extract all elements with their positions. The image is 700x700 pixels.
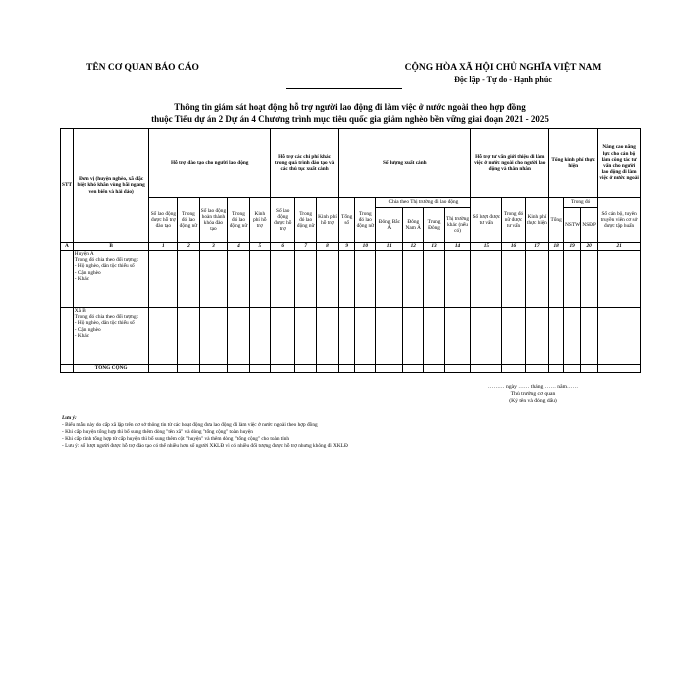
table-row: [61, 251, 641, 308]
h-of-which: Trong đó: [564, 198, 598, 208]
h-trained-female: Trong đó lao động nữ: [178, 198, 199, 243]
h-advice-female: Trong đó nữ được tư vấn: [502, 198, 525, 243]
header-divider: [286, 88, 402, 89]
index-cell: 12: [403, 243, 424, 251]
index-cell: 21: [598, 243, 641, 251]
h-budget-total: Tổng: [549, 198, 564, 243]
index-cell: 1: [149, 243, 178, 251]
h-market-middle-east: Trung Đông: [424, 208, 444, 243]
index-cell: 13: [424, 243, 444, 251]
index-cell: 5: [249, 243, 270, 251]
group-budget: Tổng kinh phí thực hiện: [549, 129, 598, 198]
table-row: [61, 308, 641, 365]
note-item: - Khi cấp tỉnh tổng hợp từ cấp huyện thì bổ sung thêm cột "huyện" và thêm dòng "tổng cộng" cho toàn tỉnh: [62, 436, 290, 442]
group-training: Hỗ trợ đào tạo cho người lao động: [149, 129, 271, 198]
note-item: - Khi cấp huyện tổng hợp thì bổ sung thêm dòng "tên xã" và dòng "tổng cộng" toàn huyện: [62, 429, 253, 435]
signature-role: Thủ trưởng cơ quan: [510, 391, 556, 397]
breakdown-item: - Cận nghèo: [74, 269, 101, 276]
group-advice: Hỗ trợ tư vấn giới thiệu đi làm việc ở nước ngoài cho người lao động và thân nhân: [471, 129, 549, 198]
index-cell: 2: [178, 243, 199, 251]
h-export-female: Trong đó lao động nữ: [355, 198, 376, 243]
h-market-other: Thị trường khác (nếu có): [444, 208, 471, 243]
h-cost-female: Trong đó lao động nữ: [295, 198, 316, 243]
total-row: [61, 365, 641, 373]
monitoring-table: [60, 128, 641, 373]
index-cell: 18: [549, 243, 564, 251]
h-completed: Số lao động hoàn thành khóa đào tạo: [199, 198, 228, 243]
group-costs: Hỗ trợ các chi phí khác trong quá trình đào tạo và các thủ tục xuất cảnh: [270, 129, 338, 198]
commune-name: Xã B: [74, 308, 86, 314]
signature-date: ……… ngày …… tháng …… năm……: [487, 384, 579, 390]
notes-heading: Lưu ý:: [62, 415, 77, 421]
h-advice-cost: Kinh phí thực hiện: [525, 198, 548, 243]
index-cell: 20: [581, 243, 598, 251]
h-advice-count: Số lượt được tư vấn: [471, 198, 502, 243]
commune-block: [73, 308, 149, 365]
reporting-agency: TÊN CƠ QUAN BÁO CÁO: [86, 63, 199, 73]
breakdown-item: - Cận nghèo: [74, 326, 101, 333]
h-market-se-asia: Đông Nam Á: [403, 208, 424, 243]
index-cell: 14: [444, 243, 471, 251]
breakdown-label: Trong đó chia theo đối tượng:: [74, 257, 139, 264]
breakdown-item: - Hộ nghèo, dân tộc thiểu số: [74, 320, 135, 327]
h-market-ne-asia: Đông Bắc Á: [376, 208, 403, 243]
index-cell: 16: [502, 243, 525, 251]
title-line-2: thuộc Tiểu dự án 2 Dự án 4 Chương trình mục tiêu quốc gia giảm nghèo bền vững giai đoạn 2021 - 2025: [151, 114, 549, 124]
h-markets: Chia theo Thị trường đi lao động: [376, 198, 471, 208]
index-cell: 15: [471, 243, 502, 251]
h-nsdp: NSĐP: [581, 208, 598, 243]
h-staff-trained: Số cán bộ, tuyên truyền viên cơ sở được tập huấn: [598, 198, 641, 243]
signature-hint: (Ký tên và đóng dấu): [509, 398, 557, 404]
h-completed-female: Trong đó lao động nữ: [228, 198, 249, 243]
index-cell: 8: [316, 243, 338, 251]
breakdown-item: - Khác: [74, 332, 90, 339]
group-capacity: Nâng cao năng lực cho cán bộ làm công tác tư vấn cho người lao động đi làm việc ở nước ngoài: [598, 129, 641, 198]
note-item: - Lưu ý: số lượt người được hỗ trợ đào tạo có thể nhiều hơn số người XKLĐ vì có nhiều đối tượng được hỗ trợ nhưng không đi XKLĐ: [62, 443, 348, 449]
notes-section: [62, 415, 562, 450]
district-block: [73, 251, 149, 308]
col-stt: STT: [61, 129, 74, 243]
index-cell: B: [73, 243, 149, 251]
signature-block: [463, 384, 603, 405]
title-line-1: Thông tin giám sát hoạt động hỗ trợ người lao động đi làm việc ở nước ngoài theo hợp đồng: [174, 102, 526, 112]
national-motto: Độc lập - Tự do - Hạnh phúc: [454, 75, 552, 84]
index-cell: 7: [295, 243, 316, 251]
group-export: Số lượng xuất cảnh: [339, 129, 471, 198]
document-title: [60, 101, 640, 125]
index-cell: 11: [376, 243, 403, 251]
h-nstw: NSTW: [564, 208, 581, 243]
breakdown-item: - Hộ nghèo, dân tộc thiểu số: [74, 263, 135, 270]
index-cell: 6: [270, 243, 295, 251]
h-trained: Số lao động được hỗ trợ đào tạo: [149, 198, 178, 243]
index-cell: 3: [199, 243, 228, 251]
note-item: - Biểu mẫu này do cấp xã lập trên cơ sở thông tin từ các hoạt động đưa lao động đi làm việc ở nước ngoài theo hợp đồng: [62, 422, 318, 428]
index-cell: 9: [339, 243, 355, 251]
h-cost-workers: Số lao động được hỗ trợ: [270, 198, 295, 243]
index-cell: 19: [564, 243, 581, 251]
index-cell: A: [61, 243, 74, 251]
index-cell: 10: [355, 243, 376, 251]
nation-name: CỘNG HÒA XÃ HỘI CHỦ NGHĨA VIỆT NAM: [404, 63, 602, 73]
total-label: TỔNG CỘNG: [73, 365, 149, 373]
col-unit: Đơn vị (huyện nghèo, xã đặc biệt khó khăn vùng bãi ngang ven biển và hải đảo): [73, 129, 149, 243]
index-cell: 17: [525, 243, 548, 251]
index-row: [61, 243, 641, 251]
h-cost-amount: Kinh phí hỗ trợ: [316, 198, 338, 243]
h-export-total: Tổng số: [339, 198, 355, 243]
district-name: Huyện A: [74, 251, 94, 257]
breakdown-label: Trong đó chia theo đối tượng:: [74, 314, 139, 321]
index-cell: 4: [228, 243, 249, 251]
h-training-cost: Kinh phí hỗ trợ: [249, 198, 270, 243]
breakdown-item: - Khác: [74, 275, 90, 282]
